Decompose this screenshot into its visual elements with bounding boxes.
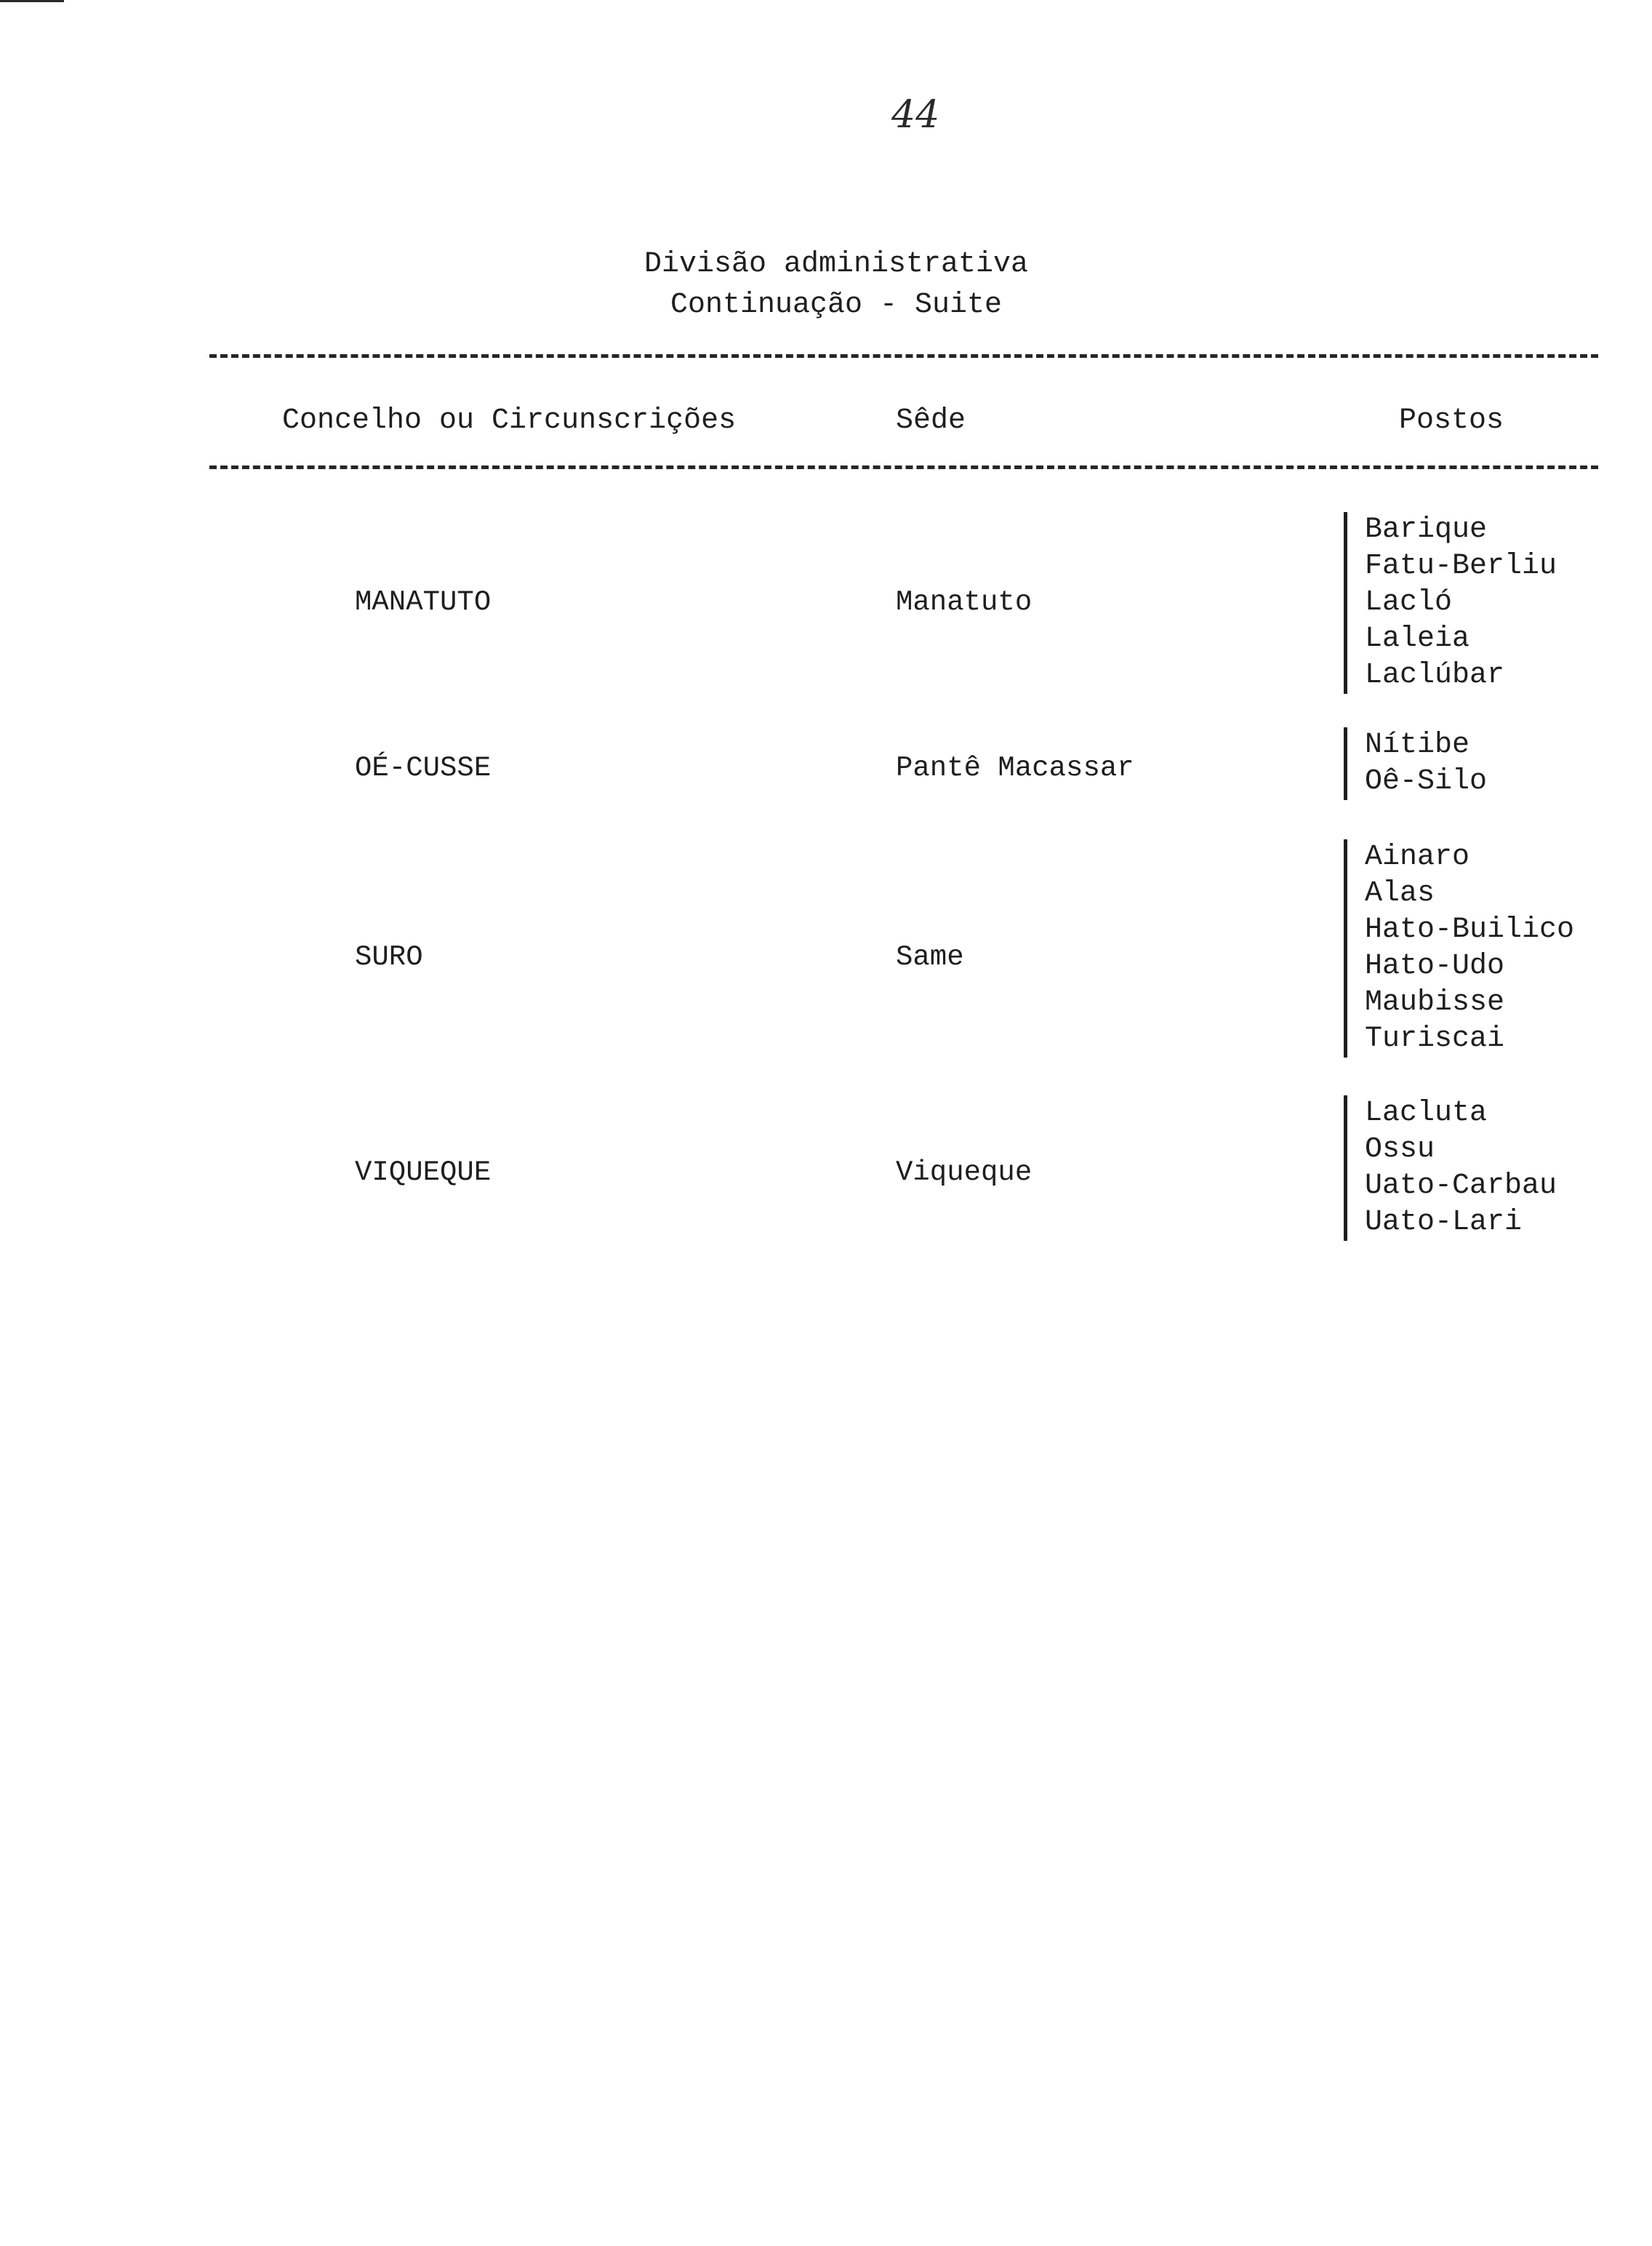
posto-item: Uato-Lari — [1365, 1206, 1523, 1239]
row-concelho: OÉ-CUSSE — [355, 752, 492, 784]
row-concelho: VIQUEQUE — [355, 1156, 492, 1188]
scan-corner-mark — [0, 0, 64, 2]
row-postos-bracket — [1344, 839, 1574, 1058]
posto-item: Laclúbar — [1365, 659, 1505, 692]
posto-item: Laleia — [1365, 623, 1470, 655]
posto-item: Turiscai — [1365, 1023, 1505, 1055]
row-sede: Pantê Macassar — [896, 752, 1134, 784]
table-header-rule — [209, 465, 1598, 469]
posto-item: Oê-Silo — [1365, 765, 1488, 798]
page-number: 44 — [891, 93, 940, 137]
column-header-concelho: Concelho ou Circunscrições — [282, 404, 737, 437]
document-subtitle: Continuação - Suite — [670, 289, 1003, 321]
document-title: Divisão administrativa — [643, 248, 1029, 281]
row-sede: Viqueque — [896, 1156, 1032, 1188]
table-top-rule — [209, 354, 1598, 358]
posto-item: Maubisse — [1365, 986, 1505, 1019]
posto-item: Ainaro — [1365, 841, 1470, 874]
posto-item: Alas — [1365, 877, 1435, 910]
posto-item: Lacló — [1365, 586, 1453, 619]
posto-item: Barique — [1365, 513, 1488, 546]
row-postos-bracket — [1344, 512, 1557, 694]
posto-item: Ossu — [1365, 1133, 1435, 1166]
row-sede: Same — [896, 941, 964, 973]
posto-item: Lacluta — [1365, 1097, 1488, 1130]
row-concelho: MANATUTO — [355, 586, 492, 618]
posto-item: Fatu-Berliu — [1365, 550, 1557, 583]
column-header-sede: Sêde — [896, 404, 966, 437]
posto-item: Nítibe — [1365, 729, 1470, 762]
row-concelho: SURO — [355, 941, 423, 973]
title-block — [509, 244, 1163, 326]
row-postos-bracket — [1344, 727, 1487, 800]
posto-item: Hato-Udo — [1365, 950, 1505, 983]
column-header-postos: Postos — [1399, 404, 1504, 437]
row-sede: Manatuto — [896, 586, 1032, 618]
posto-item: Uato-Carbau — [1365, 1170, 1557, 1202]
row-postos-bracket — [1344, 1095, 1557, 1241]
posto-item: Hato-Builico — [1365, 914, 1575, 946]
